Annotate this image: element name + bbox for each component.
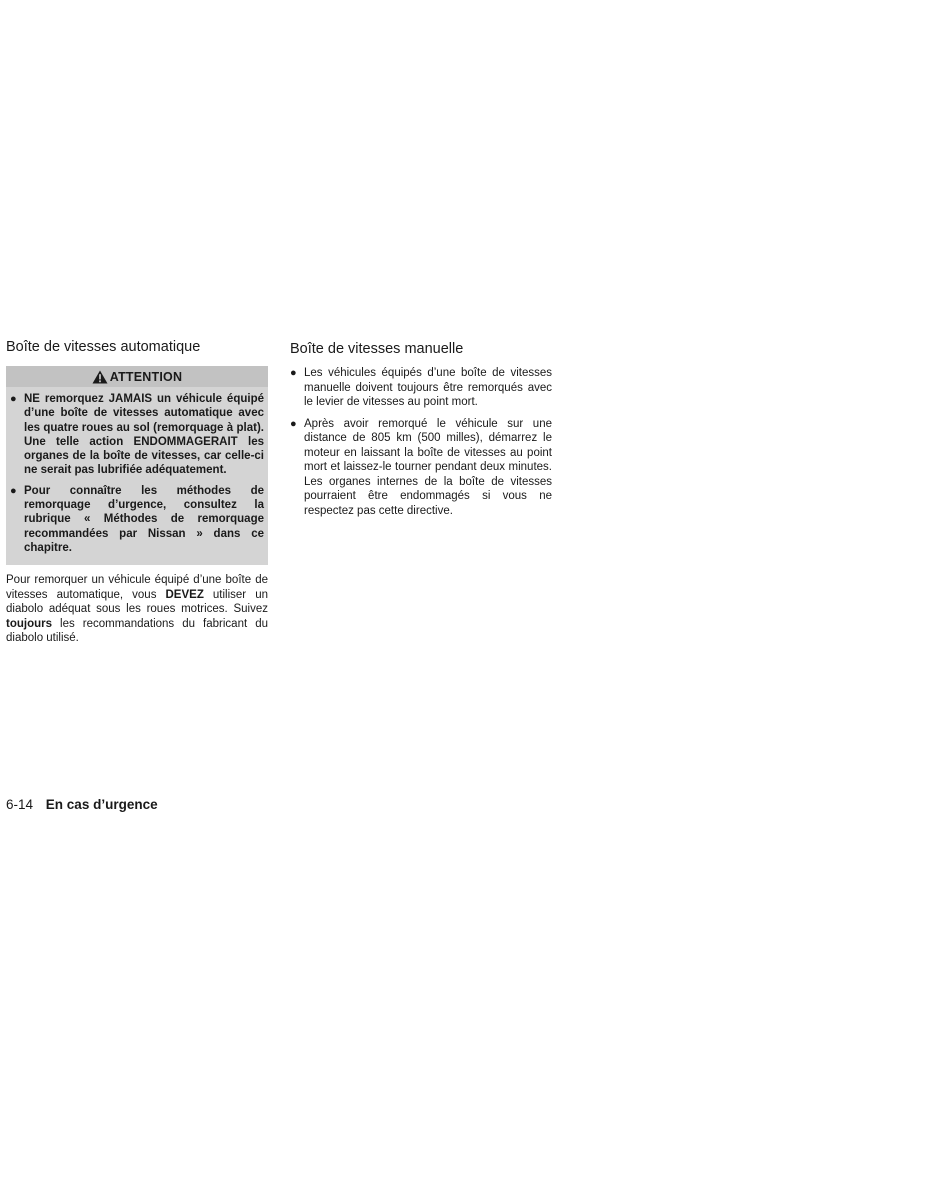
warning-list [6, 387, 268, 563]
list-item [290, 417, 552, 519]
section-title-automatic: Boîte de vitesses automatique [6, 339, 201, 355]
chapter-title: En cas d’urgence [45, 797, 158, 812]
bullet-icon: ● [290, 367, 297, 379]
warning-item [10, 484, 264, 555]
paragraph-text: les recommandations du fabricant du diabolo utilisé. [6, 617, 268, 645]
section-title-manual: Boîte de vitesses manuelle [290, 341, 464, 357]
bullet-icon: ● [290, 417, 297, 430]
paragraph-emphasis: DEVEZ [165, 588, 204, 601]
paragraph-text: utiliser un diabolo adéquat sous les roues motrices. Suivez [6, 588, 268, 616]
page-footer [6, 797, 158, 812]
list-item-text: Après avoir remorqué le véhicule sur une distance de 805 km (500 milles), démarrez le moteur en laissant la boîte de vitesses au point mort et laissez-le tourner pendant deux minutes. Les organes internes de la boîte de vitesses pourraient être endommagés si vous ne respectez pas cette directive. [304, 417, 552, 517]
warning-item-text: Pour connaître les méthodes de remorquage d’urgence, consultez la rubrique « Méthodes de remorquage recommandées par Nissan » dans ce chapitre. [24, 484, 264, 554]
right-column [290, 340, 552, 525]
warning-triangle-icon [92, 370, 108, 384]
list-item-text: Les véhicules équipés d’une boîte de vitesses manuelle doivent toujours être remorqués avec le levier de vitesses au point mort. [304, 367, 552, 408]
towing-paragraph [6, 573, 268, 646]
paragraph-emphasis: toujours [6, 617, 52, 630]
warning-header [6, 366, 268, 387]
paragraph-text: Pour remorquer un véhicule équipé d’une boîte de vitesses automatique, vous [6, 574, 268, 601]
bullet-icon: ● [10, 393, 17, 405]
warning-box [6, 366, 268, 565]
warning-item [10, 392, 264, 478]
bullet-icon: ● [10, 484, 17, 497]
manual-list [290, 366, 552, 518]
list-item [290, 366, 552, 410]
left-column [6, 338, 268, 646]
page-number: 6-14 [6, 797, 34, 812]
warning-item-text: NE remorquez JAMAIS un véhicule équipé d’une boîte de vitesses automatique avec les quatre roues au sol (remorquage à plat). Une telle action ENDOMMAGERAIT les organes de la boîte de vitesses, car celle-ci ne serait pas lubrifiée adéquatement. [24, 393, 264, 477]
warning-label: ATTENTION [109, 369, 183, 384]
